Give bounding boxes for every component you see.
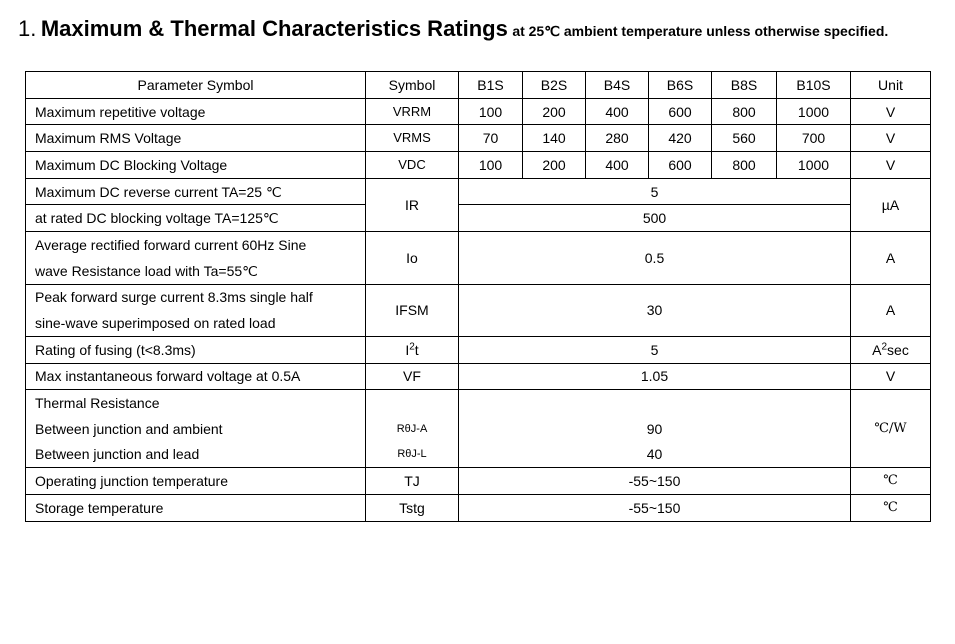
symbol-cell xyxy=(366,390,459,416)
unit-cell: V xyxy=(851,125,931,152)
value-cell: -55~150 xyxy=(459,495,851,522)
table-row-io-1 xyxy=(26,232,931,258)
value-cell: 400 xyxy=(586,98,649,125)
header-cell: B8S xyxy=(712,72,777,99)
symbol-cell: VF xyxy=(366,363,459,390)
value-cell: 100 xyxy=(459,152,523,179)
symbol-cell: RθJ-L xyxy=(366,442,459,468)
ratings-table xyxy=(25,71,931,522)
value-cell: 560 xyxy=(712,125,777,152)
unit-cell: ℃/W xyxy=(851,390,931,468)
table-row-ifsm-1 xyxy=(26,284,931,310)
value-cell xyxy=(459,390,851,416)
section-subheading: at 25℃ ambient temperature unless otherwise specified. xyxy=(512,23,889,39)
unit-base: A xyxy=(872,341,882,358)
value-cell: 280 xyxy=(586,125,649,152)
value-cell: 400 xyxy=(586,152,649,179)
symbol-tail: t xyxy=(414,341,419,358)
param-cell: Maximum repetitive voltage xyxy=(26,98,366,125)
param-cell: Maximum DC reverse current TA=25 ℃ xyxy=(26,178,366,205)
value-cell: 420 xyxy=(649,125,712,152)
table-row-vdc xyxy=(26,152,931,179)
param-cell: Between junction and lead xyxy=(26,442,366,468)
param-cell: wave Resistance load with Ta=55℃ xyxy=(26,258,366,284)
param-cell: Peak forward surge current 8.3ms single half xyxy=(26,284,366,310)
value-cell: 140 xyxy=(523,125,586,152)
value-cell: 90 xyxy=(459,416,851,442)
header-cell: B10S xyxy=(777,72,851,99)
unit-cell: V xyxy=(851,363,931,390)
value-cell: 800 xyxy=(712,98,777,125)
section-heading: Maximum & Thermal Characteristics Ratings xyxy=(40,16,508,41)
param-cell: sine-wave superimposed on rated load xyxy=(26,310,366,336)
table-row-vrms xyxy=(26,125,931,152)
unit-cell xyxy=(851,336,931,363)
table-row-tj xyxy=(26,468,931,495)
symbol-cell: IR xyxy=(366,178,459,231)
param-cell: Maximum DC Blocking Voltage xyxy=(26,152,366,179)
symbol-base: I xyxy=(405,341,410,358)
value-cell: 0.5 xyxy=(459,232,851,284)
value-cell: 600 xyxy=(649,152,712,179)
section-title xyxy=(18,16,888,42)
unit-cell: ℃ xyxy=(851,468,931,495)
value-cell: 800 xyxy=(712,152,777,179)
header-row xyxy=(26,72,931,99)
header-cell: B2S xyxy=(523,72,586,99)
value-cell: 200 xyxy=(523,152,586,179)
symbol-cell: Tstg xyxy=(366,495,459,522)
value-cell: 1000 xyxy=(777,152,851,179)
unit-cell: ℃ xyxy=(851,495,931,522)
symbol-cell: IFSM xyxy=(366,284,459,336)
param-cell: Max instantaneous forward voltage at 0.5A xyxy=(26,363,366,390)
table-row-thermal-jl xyxy=(26,442,931,468)
value-cell: 700 xyxy=(777,125,851,152)
header-cell: Unit xyxy=(851,72,931,99)
table-row-tstg xyxy=(26,495,931,522)
value-cell: -55~150 xyxy=(459,468,851,495)
header-cell: Symbol xyxy=(366,72,459,99)
unit-tail: sec xyxy=(887,341,909,358)
unit-cell: A xyxy=(851,232,931,284)
value-cell: 30 xyxy=(459,284,851,336)
unit-cell: V xyxy=(851,98,931,125)
symbol-cell: VDC xyxy=(366,152,459,179)
value-cell: 1000 xyxy=(777,98,851,125)
unit-cell: V xyxy=(851,152,931,179)
table-row-vf xyxy=(26,363,931,390)
section-number: 1. xyxy=(18,16,37,41)
value-cell: 70 xyxy=(459,125,523,152)
symbol-sup: 2 xyxy=(409,341,415,353)
value-cell: 500 xyxy=(459,205,851,232)
symbol-cell: Io xyxy=(366,232,459,284)
symbol-cell: VRMS xyxy=(366,125,459,152)
table-row-thermal-ja xyxy=(26,416,931,442)
unit-sup: 2 xyxy=(881,341,888,353)
table-row-thermal-heading xyxy=(26,390,931,416)
header-cell: Parameter Symbol xyxy=(26,72,366,99)
symbol-cell: TJ xyxy=(366,468,459,495)
table-row-ir-2 xyxy=(26,205,931,232)
value-cell: 40 xyxy=(459,442,851,468)
param-cell: Storage temperature xyxy=(26,495,366,522)
symbol-cell xyxy=(366,336,459,363)
value-cell: 5 xyxy=(459,336,851,363)
param-cell: Between junction and ambient xyxy=(26,416,366,442)
unit-cell: µA xyxy=(851,178,931,231)
table-row-vrrm xyxy=(26,98,931,125)
table-row-ir-1 xyxy=(26,178,931,205)
param-cell: Maximum RMS Voltage xyxy=(26,125,366,152)
value-cell: 200 xyxy=(523,98,586,125)
symbol-cell: RθJ-A xyxy=(366,416,459,442)
param-cell: at rated DC blocking voltage TA=125℃ xyxy=(26,205,366,232)
header-cell: B4S xyxy=(586,72,649,99)
value-cell: 100 xyxy=(459,98,523,125)
unit-cell: A xyxy=(851,284,931,336)
symbol-cell: VRRM xyxy=(366,98,459,125)
value-cell: 1.05 xyxy=(459,363,851,390)
header-cell: B1S xyxy=(459,72,523,99)
param-cell: Operating junction temperature xyxy=(26,468,366,495)
value-cell: 600 xyxy=(649,98,712,125)
param-cell: Thermal Resistance xyxy=(26,390,366,416)
header-cell: B6S xyxy=(649,72,712,99)
param-cell: Rating of fusing (t<8.3ms) xyxy=(26,336,366,363)
value-cell: 5 xyxy=(459,178,851,205)
table-row-i2t xyxy=(26,336,931,363)
param-cell: Average rectified forward current 60Hz Sine xyxy=(26,232,366,258)
